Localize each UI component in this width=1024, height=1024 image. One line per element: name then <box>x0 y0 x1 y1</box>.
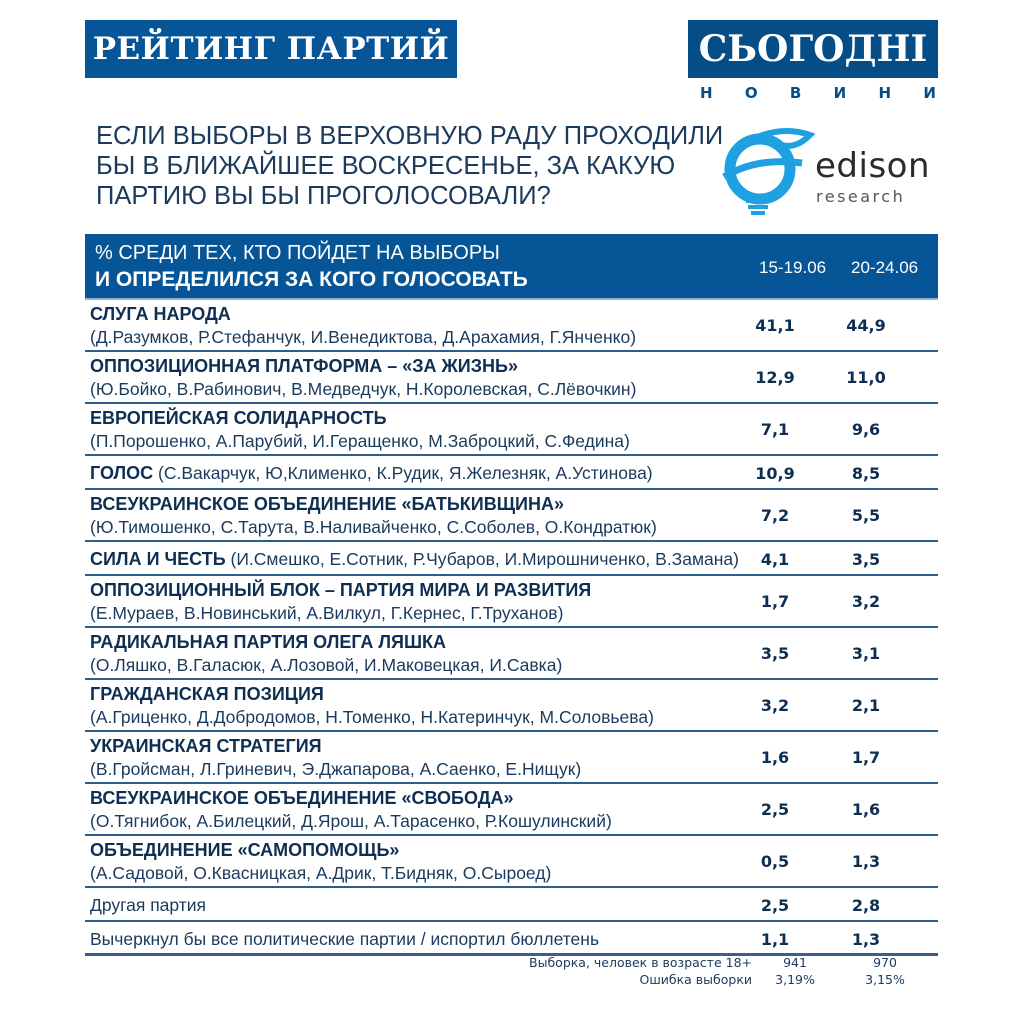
party-members: (А.Садовой, О.Квасницкая, А.Дрик, Т.Бидняк, О.Сыроед) <box>90 863 552 883</box>
value-period-1: 3,2 <box>760 696 790 715</box>
value-period-2: 9,6 <box>851 420 881 439</box>
table-row <box>85 836 938 888</box>
footer-labels <box>380 954 752 988</box>
table-row <box>85 576 938 628</box>
party-name: УКРАИНСКАЯ СТРАТЕГИЯ <box>90 736 322 756</box>
value-period-1: 7,2 <box>760 506 790 525</box>
party-members: (С.Вакарчук, Ю,Клименко, К.Рудик, Я.Железняк, А.Устинова) <box>158 463 653 483</box>
value-period-2: 44,9 <box>846 316 886 335</box>
value-period-1: 2,5 <box>760 896 790 915</box>
sample-size-value: 941 <box>783 955 807 970</box>
brand-sub-letter: И <box>923 84 936 102</box>
option-label: Вычеркнул бы все политические партии / испортил бюллетень <box>90 929 600 949</box>
table-row <box>85 680 938 732</box>
page-title: РЕЙТИНГ ПАРТИЙ <box>85 20 457 78</box>
column-header-2: 20-24.06 <box>851 258 919 277</box>
column-header-1: 15-19.06 <box>759 258 827 277</box>
party-name: ОППОЗИЦИОННАЯ ПЛАТФОРМА – «ЗА ЖИЗНЬ» <box>90 356 518 376</box>
sample-error-value: 3,15% <box>865 972 905 987</box>
table-header <box>85 234 938 298</box>
table-row <box>85 490 938 542</box>
value-period-1: 4,1 <box>760 550 790 569</box>
value-period-2: 3,2 <box>851 592 881 611</box>
party-name: СЛУГА НАРОДА <box>90 304 231 324</box>
party-line <box>90 549 739 570</box>
header-line-2: И ОПРЕДЕЛИЛСЯ ЗА КОГО ГОЛОСОВАТЬ <box>95 268 528 291</box>
table-row <box>85 784 938 836</box>
party-name: ГОЛОС <box>90 463 154 483</box>
value-period-1: 12,9 <box>755 368 795 387</box>
edison-logo-sub: research <box>816 187 906 206</box>
value-period-2: 2,1 <box>851 696 881 715</box>
brand-sub-letter: О <box>744 84 758 102</box>
party-name: СИЛА И ЧЕСТЬ <box>90 549 226 569</box>
party-members: (В.Гройсман, Л.Гриневич, Э.Джапарова, А.Саенко, Е.Нищук) <box>90 759 582 779</box>
table-row <box>85 404 938 456</box>
value-period-1: 1,7 <box>760 592 790 611</box>
party-members: (Ю.Бойко, В.Рабинович, В.Медведчук, Н.Королевская, С.Лёвочкин) <box>90 379 637 399</box>
party-name: РАДИКАЛЬНАЯ ПАРТИЯ ОЛЕГА ЛЯШКА <box>90 632 447 652</box>
value-period-2: 1,6 <box>851 800 881 819</box>
option-label: Другая партия <box>90 895 207 915</box>
value-period-1: 3,5 <box>760 644 790 663</box>
edison-bulb-icon <box>716 127 816 217</box>
value-period-2: 1,3 <box>851 852 881 871</box>
header-line-1: % СРЕДИ ТЕХ, КТО ПОЙДЕТ НА ВЫБОРЫ <box>95 242 500 264</box>
party-members: (А.Гриценко, Д.Добродомов, Н.Томенко, Н.Катеринчук, М.Соловьева) <box>90 707 654 727</box>
party-name: ОБЪЕДИНЕНИЕ «САМОПОМОЩЬ» <box>90 840 400 860</box>
party-name: ОППОЗИЦИОННЫЙ БЛОК – ПАРТИЯ МИРА И РАЗВИТИЯ <box>90 580 592 600</box>
party-name: ЕВРОПЕЙСКАЯ СОЛИДАРНОСТЬ <box>90 408 387 428</box>
sample-error-value: 3,19% <box>775 972 815 987</box>
value-period-2: 1,3 <box>851 930 881 949</box>
value-period-1: 7,1 <box>760 420 790 439</box>
value-period-2: 5,5 <box>851 506 881 525</box>
party-members: (Е.Мураев, В.Новинський, А.Вилкул, Г.Кернес, Г.Труханов) <box>90 603 564 623</box>
value-period-1: 41,1 <box>755 316 795 335</box>
brand-sub-letter: В <box>789 84 802 102</box>
footer-values-period-2 <box>850 954 920 988</box>
brand-subtitle <box>700 84 936 104</box>
table-row <box>85 300 938 352</box>
value-period-2: 2,8 <box>851 896 881 915</box>
table-row <box>85 922 938 956</box>
party-members: (Ю.Тимошенко, С.Тарута, В.Наливайченко, С.Соболев, О.Кондратюк) <box>90 517 657 537</box>
value-period-1: 10,9 <box>755 464 795 483</box>
value-period-2: 3,5 <box>851 550 881 569</box>
party-members: (И.Смешко, Е.Сотник, Р.Чубаров, И.Мирошниченко, В.Замана) <box>230 549 739 569</box>
question-line: БЫ В БЛИЖАЙШЕЕ ВОСКРЕСЕНЬЕ, ЗА КАКУЮ <box>96 152 676 180</box>
table-row <box>85 352 938 404</box>
edison-logo-word: edison <box>815 146 931 186</box>
value-period-1: 1,6 <box>760 748 790 767</box>
question-line: ЕСЛИ ВЫБОРЫ В ВЕРХОВНУЮ РАДУ ПРОХОДИЛИ <box>96 122 724 150</box>
value-period-1: 2,5 <box>760 800 790 819</box>
value-period-2: 11,0 <box>846 368 886 387</box>
ratings-table <box>85 300 938 956</box>
party-name: ГРАЖДАНСКАЯ ПОЗИЦИЯ <box>90 684 324 704</box>
table-row <box>85 542 938 576</box>
table-row <box>85 888 938 922</box>
sample-size-label: Выборка, человек в возрасте 18+ <box>529 955 752 970</box>
table-row <box>85 628 938 680</box>
edison-research-logo <box>716 127 938 217</box>
party-name: ВСЕУКРАИНСКОЕ ОБЪЕДИНЕНИЕ «СВОБОДА» <box>90 788 514 808</box>
party-members: (О.Тягнибок, А.Билецкий, Д.Ярош, А.Тарасенко, Р.Кошулинский) <box>90 811 612 831</box>
brand-sub-letter: Н <box>700 84 713 102</box>
value-period-2: 8,5 <box>851 464 881 483</box>
party-members: (О.Ляшко, В.Галасюк, А.Лозовой, И.Маковецкая, И.Савка) <box>90 655 563 675</box>
brand-logo: СЬОГОДНІ <box>688 20 938 78</box>
party-members: (П.Порошенко, А.Парубий, И.Геращенко, М.Заброцкий, С.Федина) <box>90 431 630 451</box>
value-period-2: 1,7 <box>851 748 881 767</box>
survey-question <box>96 121 726 211</box>
party-members: (Д.Разумков, Р.Стефанчук, И.Венедиктова, Д.Арахамия, Г.Янченко) <box>90 327 637 347</box>
table-row <box>85 732 938 784</box>
brand-sub-letter: Н <box>878 84 892 102</box>
party-name: ВСЕУКРАИНСКОЕ ОБЪЕДИНЕНИЕ «БАТЬКИВЩИНА» <box>90 494 564 514</box>
question-line: ПАРТИЮ ВЫ БЫ ПРОГОЛОСОВАЛИ? <box>96 182 551 210</box>
footer-values-period-1 <box>760 954 830 988</box>
party-line <box>90 463 653 484</box>
value-period-1: 1,1 <box>760 930 790 949</box>
value-period-1: 0,5 <box>760 852 790 871</box>
value-period-2: 3,1 <box>851 644 881 663</box>
sample-size-value: 970 <box>873 955 897 970</box>
brand-sub-letter: И <box>833 84 847 102</box>
table-row <box>85 456 938 490</box>
sample-error-label: Ошибка выборки <box>639 972 752 987</box>
